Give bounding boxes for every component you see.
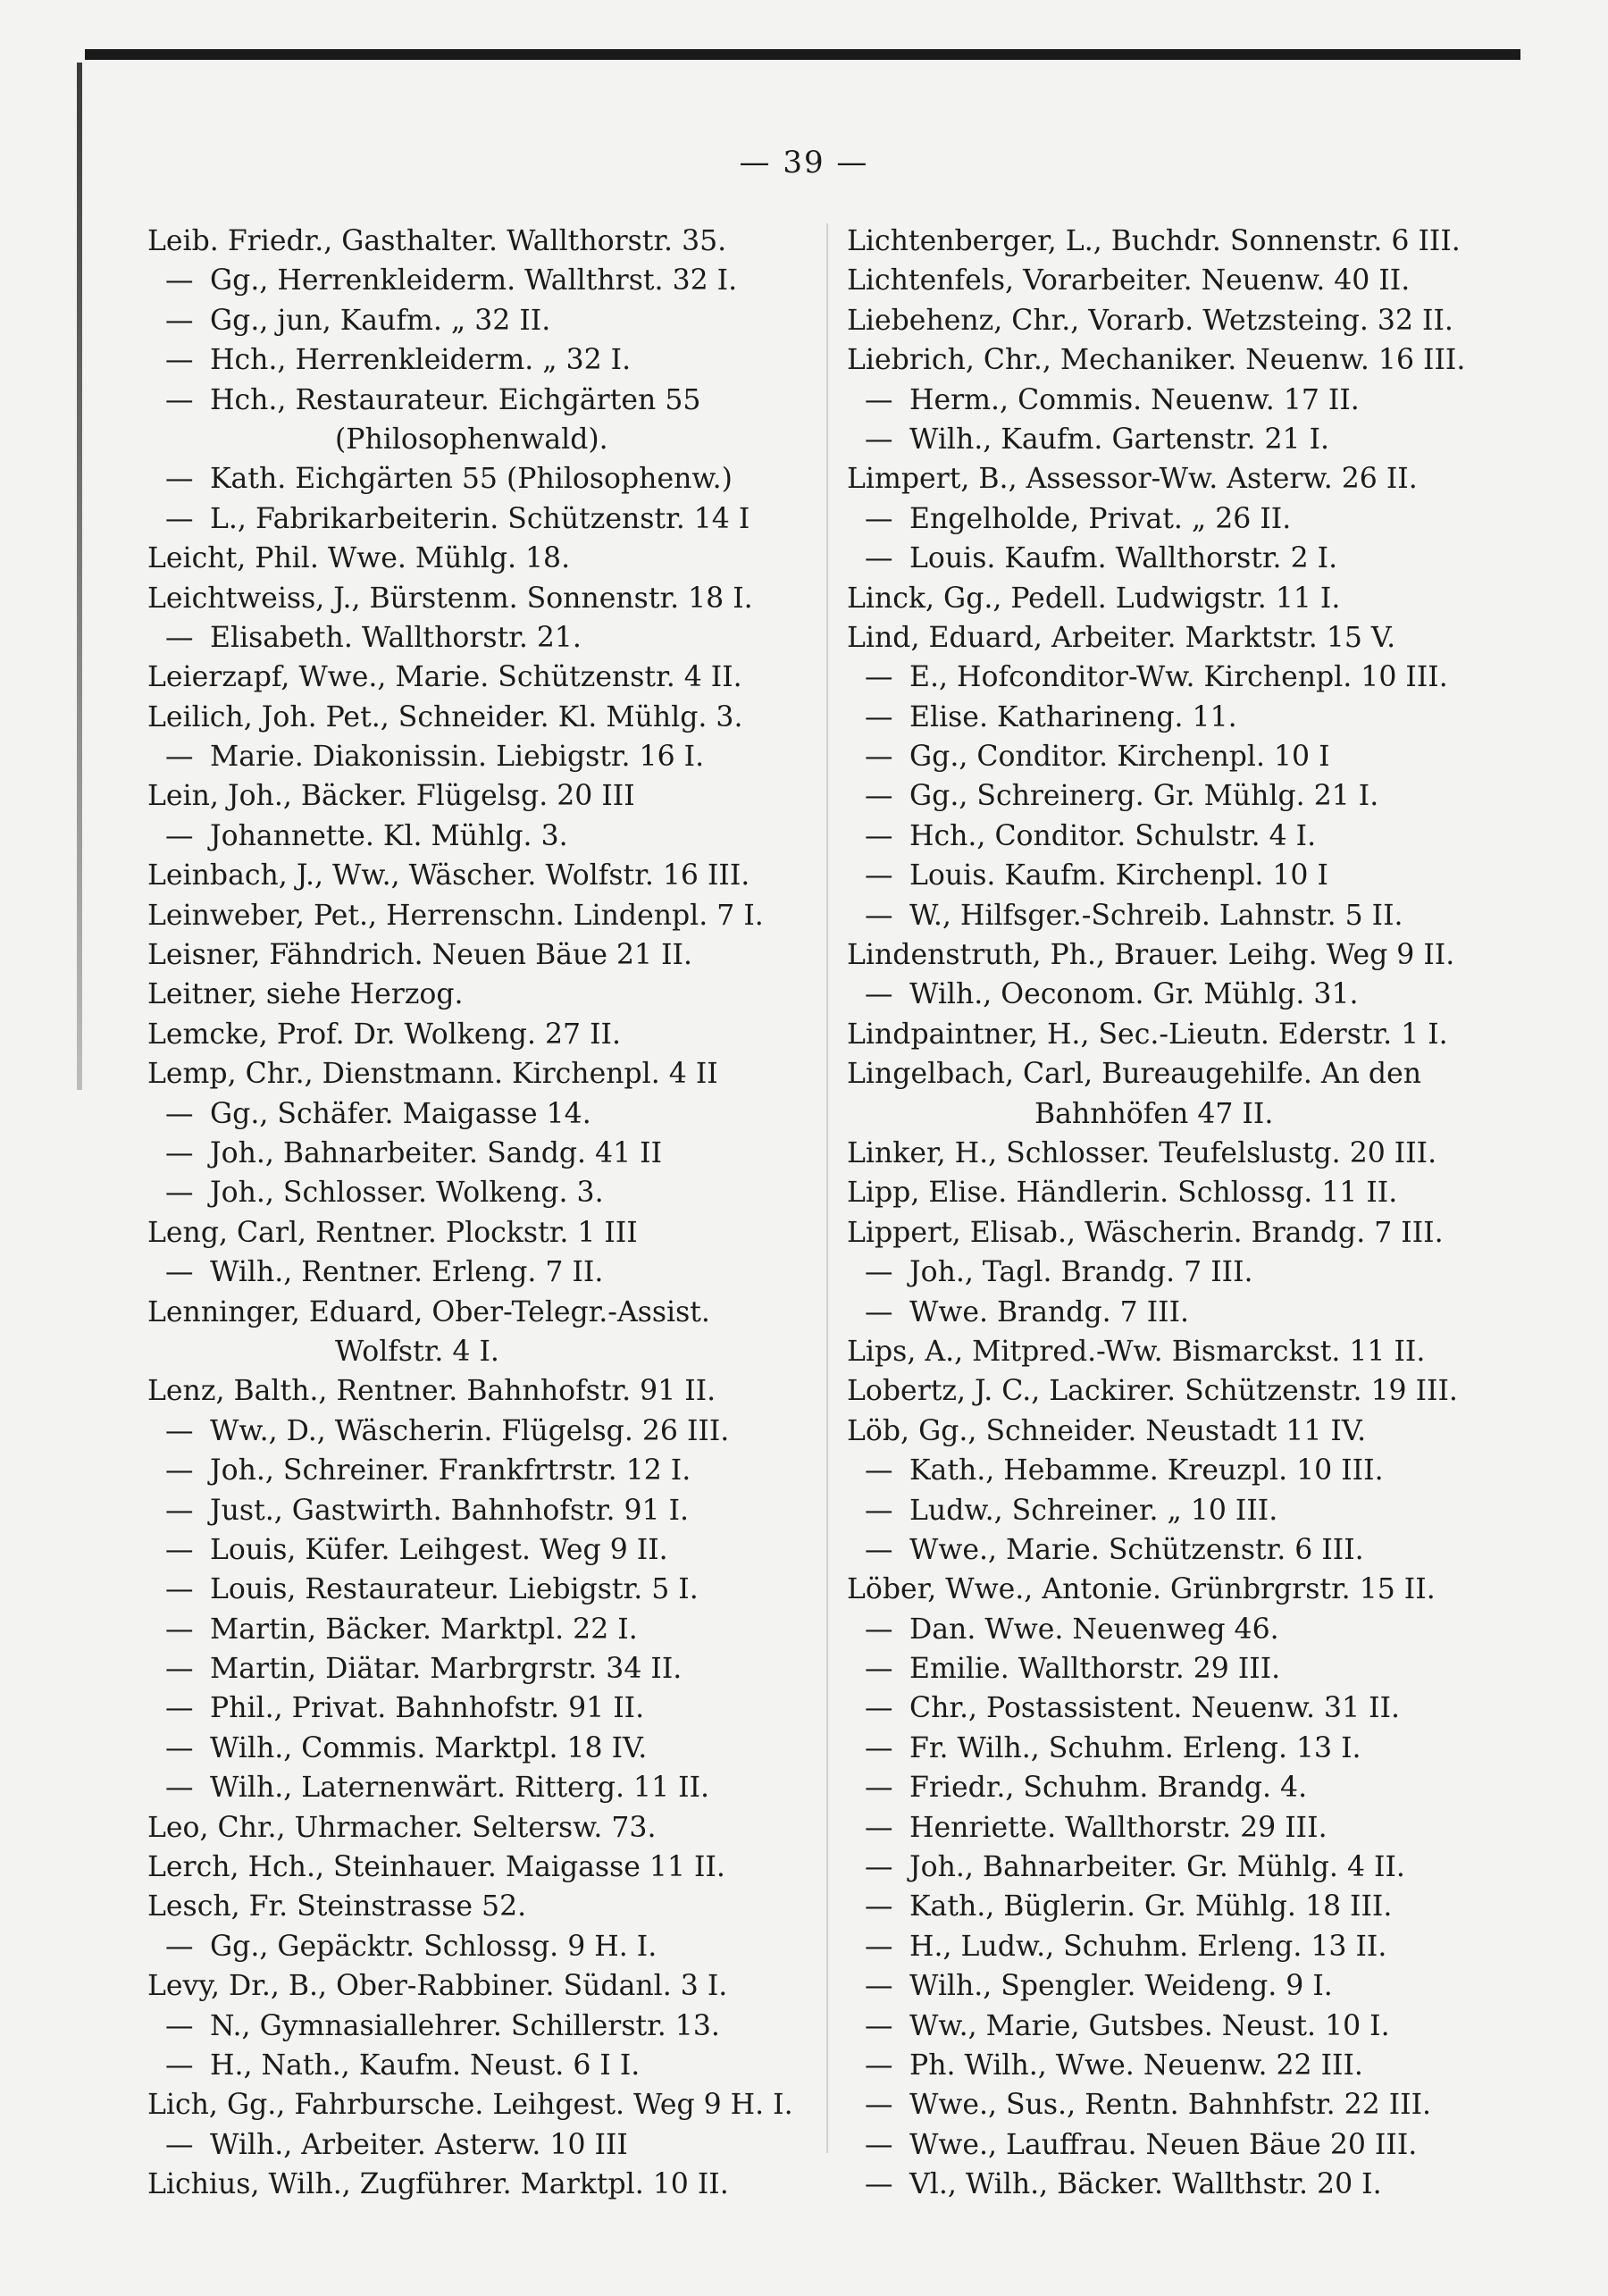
entry-text: Wilh., Kaufm. Gartenstr. 21 I. [909, 423, 1330, 456]
directory-entry [147, 698, 835, 737]
column-divider [826, 223, 828, 2153]
entry-text: Lindenstruth, Ph., Brauer. Leihg. Weg 9 II. [847, 939, 1455, 972]
ditto-dash: — [865, 2128, 893, 2161]
directory-entry [147, 301, 835, 340]
directory-entry [147, 2007, 835, 2046]
directory-entry [847, 1887, 1535, 1926]
directory-entry [847, 975, 1535, 1014]
entry-text: E., Hofconditor-Ww. Kirchenpl. 10 III. [909, 661, 1448, 694]
ditto-dash: — [865, 700, 893, 733]
entry-text: Marie. Diakonissin. Liebigstr. 16 I. [210, 741, 705, 774]
entry-text: Louis. Kaufm. Wallthorstr. 2 I. [909, 542, 1338, 575]
ditto-dash: — [165, 1731, 194, 1764]
entry-text: Löber, Wwe., Antonie. Grünbrgrstr. 15 II. [847, 1573, 1436, 1606]
entry-text: L., Fabrikarbeiterin. Schützenstr. 14 I [210, 502, 750, 535]
entry-text: Leinweber, Pet., Herrenschn. Lindenpl. 7 I. [147, 899, 764, 932]
entry-text: Wilh., Oeconom. Gr. Mühlg. 31. [909, 978, 1359, 1011]
directory-entry [847, 1451, 1535, 1490]
directory-entry [147, 1848, 835, 1887]
entry-text: Martin, Bäcker. Marktpl. 22 I. [210, 1613, 638, 1646]
entry-text: Wwe., Sus., Rentn. Bahnhfstr. 22 III. [909, 2089, 1432, 2122]
directory-entry [847, 459, 1535, 499]
directory-entry [147, 1134, 835, 1173]
ditto-dash: — [865, 1256, 893, 1289]
entry-text: Lichtenberger, L., Buchdr. Sonnenstr. 6 III. [847, 225, 1461, 257]
directory-entry [847, 1729, 1535, 1768]
entry-text: Gg., Conditor. Kirchenpl. 10 I [909, 741, 1330, 774]
directory-entry [147, 381, 835, 420]
entry-text: Hch., Restaurateur. Eichgärten 55 [210, 383, 701, 416]
directory-entry [847, 1332, 1535, 1371]
entry-text: Wwe., Lauffrau. Neuen Bäue 20 III. [909, 2128, 1418, 2161]
entry-text: Leisner, Fähndrich. Neuen Bäue 21 II. [147, 939, 692, 972]
entry-text: Leichtweiss, J., Bürstenm. Sonnenstr. 18 I. [147, 582, 753, 615]
directory-entry [847, 1610, 1535, 1649]
ditto-dash: — [865, 502, 893, 535]
ditto-dash: — [865, 2049, 893, 2082]
ditto-dash: — [865, 780, 893, 813]
directory-entry [147, 1332, 835, 1371]
directory-entry [147, 459, 835, 499]
directory-entry [147, 1729, 835, 1768]
ditto-dash: — [165, 2049, 194, 2082]
entry-text: Leib. Friedr., Gasthalter. Wallthorstr. 35. [147, 225, 727, 257]
directory-entry [847, 817, 1535, 856]
ditto-dash: — [865, 1970, 893, 2003]
directory-entry [847, 737, 1535, 776]
directory-entry [147, 618, 835, 658]
entry-text: Gg., Gepäcktr. Schlossg. 9 H. I. [210, 1930, 657, 1963]
page-number: — 39 — [739, 145, 869, 180]
ditto-dash: — [865, 1454, 893, 1487]
entry-text: Lindpaintner, H., Sec.-Lieutn. Ederstr. 1 I. [847, 1018, 1448, 1051]
entry-text: Friedr., Schuhm. Brandg. 4. [909, 1772, 1308, 1805]
ditto-dash: — [165, 1573, 194, 1606]
directory-entry [847, 2046, 1535, 2085]
ditto-dash: — [165, 502, 194, 535]
directory-entry [147, 658, 835, 697]
directory-entry [147, 776, 835, 816]
ditto-dash: — [165, 344, 194, 377]
directory-entry [847, 1371, 1535, 1411]
entry-text: Wwe., Marie. Schützenstr. 6 III. [909, 1533, 1364, 1566]
ditto-dash: — [865, 1930, 893, 1963]
ditto-dash: — [865, 1772, 893, 1805]
entry-text: Lemp, Chr., Dienstmann. Kirchenpl. 4 II [147, 1058, 718, 1091]
ditto-dash: — [165, 1097, 194, 1130]
directory-entry [147, 340, 835, 380]
entry-text: Hch., Conditor. Schulstr. 4 I. [909, 819, 1317, 852]
directory-entry [147, 2085, 835, 2124]
ditto-dash: — [165, 1494, 194, 1527]
entry-text: Leilich, Joh. Pet., Schneider. Kl. Mühlg. 3. [147, 700, 743, 733]
entry-text: Levy, Dr., B., Ober-Rabbiner. Südanl. 3 I. [147, 1970, 728, 2003]
entry-text: Joh., Bahnarbeiter. Sandg. 41 II [210, 1136, 663, 1169]
directory-entry [147, 896, 835, 935]
directory-entry [147, 935, 835, 975]
entry-text: Gg., Herrenkleiderm. Wallthrst. 32 I. [210, 264, 738, 297]
entry-text: Leng, Carl, Rentner. Plockstr. 1 III [147, 1216, 638, 1249]
ditto-dash: — [865, 1811, 893, 1844]
entry-text: Louis, Küfer. Leihgest. Weg 9 II. [210, 1533, 668, 1566]
directory-entry [847, 2165, 1535, 2204]
ditto-dash: — [865, 899, 893, 932]
entry-text: Phil., Privat. Bahnhofstr. 91 II. [210, 1692, 645, 1725]
directory-entry [147, 1768, 835, 1807]
entry-text: Martin, Diätar. Marbrgrstr. 34 II. [210, 1653, 683, 1686]
ditto-dash: — [865, 661, 893, 694]
ditto-dash: — [165, 2128, 194, 2161]
directory-entry [147, 1649, 835, 1688]
ditto-dash: — [165, 1414, 194, 1447]
entry-text: Vl., Wilh., Bäcker. Wallthstr. 20 I. [909, 2168, 1382, 2201]
entry-text: Fr. Wilh., Schuhm. Erleng. 13 I. [909, 1731, 1361, 1764]
entry-text: Joh., Schreiner. Frankfrtrstr. 12 I. [210, 1454, 691, 1487]
directory-entry [147, 1808, 835, 1848]
entry-text: Wilh., Rentner. Erleng. 7 II. [210, 1256, 604, 1289]
directory-entry [847, 698, 1535, 737]
entry-text: Lerch, Hch., Steinhauer. Maigasse 11 II. [147, 1851, 725, 1884]
directory-entry [147, 1293, 835, 1332]
entry-text: Chr., Postassistent. Neuenw. 31 II. [909, 1692, 1401, 1725]
directory-entry [847, 1688, 1535, 1728]
entry-text: N., Gymnasiallehrer. Schillerstr. 13. [210, 2009, 720, 2042]
directory-entry [147, 261, 835, 300]
ditto-dash: — [865, 859, 893, 892]
directory-entry [847, 1134, 1535, 1173]
directory-entry [847, 499, 1535, 539]
ditto-dash: — [165, 1454, 194, 1487]
ditto-dash: — [865, 1731, 893, 1764]
directory-entry [147, 499, 835, 539]
entry-text: W., Hilfsger.-Schreib. Lahnstr. 5 II. [909, 899, 1403, 932]
ditto-dash: — [865, 423, 893, 456]
entry-text: Ludw., Schreiner. „ 10 III. [909, 1494, 1278, 1527]
entry-text: Lind, Eduard, Arbeiter. Marktstr. 15 V. [847, 621, 1396, 654]
entry-text: Lips, A., Mitpred.-Ww. Bismarckst. 11 II. [847, 1335, 1426, 1368]
entry-text: Liebrich, Chr., Mechaniker. Neuenw. 16 III. [847, 344, 1466, 377]
directory-entry [847, 340, 1535, 380]
entry-text: Wilh., Commis. Marktpl. 18 IV. [210, 1731, 648, 1764]
directory-entry [847, 1530, 1535, 1570]
directory-entry [847, 1015, 1535, 1054]
directory-entry [147, 2165, 835, 2204]
ditto-dash: — [165, 1177, 194, 1210]
directory-entry [847, 2007, 1535, 2046]
directory-entry [147, 539, 835, 578]
directory-entry [847, 301, 1535, 340]
ditto-dash: — [865, 542, 893, 575]
left-column [147, 222, 835, 2205]
entry-text: Leierzapf, Wwe., Marie. Schützenstr. 4 II. [147, 661, 742, 694]
directory-entry [147, 1451, 835, 1490]
directory-entry [147, 737, 835, 776]
directory-entry [147, 1412, 835, 1451]
entry-text: Liebehenz, Chr., Vorarb. Wetzsteing. 32 II. [847, 304, 1453, 337]
directory-entry [147, 2046, 835, 2085]
directory-entry [847, 658, 1535, 697]
directory-entry [847, 1848, 1535, 1887]
directory-entry [147, 975, 835, 1014]
directory-entry [847, 539, 1535, 578]
entry-text: Kath., Hebamme. Kreuzpl. 10 III. [909, 1454, 1384, 1487]
ditto-dash: — [165, 264, 194, 297]
entry-text: Wilh., Laternenwärt. Ritterg. 11 II. [210, 1772, 710, 1805]
directory-entry [847, 381, 1535, 420]
ditto-dash: — [165, 383, 194, 416]
ditto-dash: — [865, 1613, 893, 1646]
ditto-dash: — [165, 1613, 194, 1646]
entry-text: Wwe. Brandg. 7 III. [909, 1295, 1190, 1328]
directory-entry [847, 579, 1535, 618]
ditto-dash: — [865, 1533, 893, 1566]
directory-entry [847, 1570, 1535, 1609]
entry-text: Wilh., Arbeiter. Asterw. 10 III [210, 2128, 628, 2161]
entry-text: Joh., Schlosser. Wolkeng. 3. [210, 1177, 604, 1210]
ditto-dash: — [165, 463, 194, 496]
directory-entry [847, 1213, 1535, 1253]
ditto-dash: — [165, 304, 194, 337]
directory-entry [847, 1054, 1535, 1094]
directory-entry [147, 1688, 835, 1728]
directory-entry [847, 1094, 1535, 1134]
entry-text: Gg., Schreinerg. Gr. Mühlg. 21 I. [909, 780, 1379, 813]
ditto-dash: — [865, 1692, 893, 1725]
entry-text: Lipp, Elise. Händlerin. Schlossg. 11 II. [847, 1177, 1398, 1210]
directory-entry [147, 222, 835, 261]
directory-entry [147, 1094, 835, 1134]
ditto-dash: — [165, 2009, 194, 2042]
directory-entry [147, 1054, 835, 1094]
ditto-dash: — [865, 819, 893, 852]
directory-entry [847, 1412, 1535, 1451]
entry-text: Ww., D., Wäscherin. Flügelsg. 26 III. [210, 1414, 730, 1447]
entry-text: Engelholde, Privat. „ 26 II. [909, 502, 1292, 535]
entry-text: Lichius, Wilh., Zugführer. Marktpl. 10 II. [147, 2168, 729, 2201]
directory-entry [147, 1966, 835, 2006]
entry-text: H., Nath., Kaufm. Neust. 6 I I. [210, 2049, 641, 2082]
directory-entry [847, 1173, 1535, 1212]
directory-entry [147, 1015, 835, 1054]
entry-text: Elise. Katharineng. 11. [909, 700, 1237, 733]
ditto-dash: — [865, 741, 893, 774]
entry-text: Gg., jun, Kaufm. „ 32 II. [210, 304, 551, 337]
ditto-dash: — [165, 1930, 194, 1963]
directory-entry [147, 817, 835, 856]
ditto-dash: — [165, 1136, 194, 1169]
entry-text: Just., Gastwirth. Bahnhofstr. 91 I. [210, 1494, 690, 1527]
ditto-dash: — [865, 978, 893, 1011]
directory-entry [147, 1213, 835, 1253]
right-column [847, 222, 1535, 2205]
entry-text: Hch., Herrenkleiderm. „ 32 I. [210, 344, 632, 377]
directory-entry [147, 1371, 835, 1411]
entry-text: Louis. Kaufm. Kirchenpl. 10 I [909, 859, 1328, 892]
directory-entry [147, 579, 835, 618]
directory-entry [147, 1887, 835, 1926]
entry-text: Ph. Wilh., Wwe. Neuenw. 22 III. [909, 2049, 1363, 2082]
ditto-dash: — [165, 621, 194, 654]
entry-text: Leo, Chr., Uhrmacher. Seltersw. 73. [147, 1811, 657, 1844]
ditto-dash: — [865, 1890, 893, 1923]
ditto-dash: — [165, 1256, 194, 1289]
entry-text: Bahnhöfen 47 II. [1034, 1097, 1274, 1130]
directory-entry [847, 618, 1535, 658]
top-border-rule [85, 49, 1520, 60]
directory-entry [147, 420, 835, 459]
entry-text: Emilie. Wallthorstr. 29 III. [909, 1653, 1281, 1686]
directory-entry [847, 2125, 1535, 2165]
entry-text: Lichtenfels, Vorarbeiter. Neuenw. 40 II. [847, 264, 1411, 297]
entry-text: Lein, Joh., Bäcker. Flügelsg. 20 III [147, 780, 635, 813]
entry-text: Herm., Commis. Neuenw. 17 II. [909, 383, 1360, 416]
entry-text: H., Ludw., Schuhm. Erleng. 13 II. [909, 1930, 1387, 1963]
entry-text: Lingelbach, Carl, Bureaugehilfe. An den [847, 1058, 1422, 1091]
entry-text: Kath. Eichgärten 55 (Philosophenw.) [210, 463, 733, 496]
entry-text: Leitner, siehe Herzog. [147, 978, 464, 1011]
directory-entry [847, 1927, 1535, 1966]
ditto-dash: — [165, 1772, 194, 1805]
directory-entry [847, 1808, 1535, 1848]
directory-entry [147, 856, 835, 895]
left-page-edge [77, 63, 82, 1090]
entry-text: Lenz, Balth., Rentner. Bahnhofstr. 91 II. [147, 1375, 716, 1408]
directory-entry [847, 1966, 1535, 2006]
directory-entry [847, 2085, 1535, 2124]
ditto-dash: — [865, 2009, 893, 2042]
entry-text: Lenninger, Eduard, Ober-Telegr.-Assist. [147, 1295, 710, 1328]
entry-text: Linck, Gg., Pedell. Ludwigstr. 11 I. [847, 582, 1341, 615]
directory-entry [847, 1768, 1535, 1807]
directory-entry [847, 776, 1535, 816]
entry-text: Kath., Büglerin. Gr. Mühlg. 18 III. [909, 1890, 1393, 1923]
entry-text: Linker, H., Schlosser. Teufelslustg. 20 III. [847, 1136, 1437, 1169]
ditto-dash: — [165, 741, 194, 774]
entry-text: Ww., Marie, Gutsbes. Neust. 10 I. [909, 2009, 1390, 2042]
entry-text: (Philosophenwald). [335, 423, 608, 456]
ditto-dash: — [165, 1692, 194, 1725]
ditto-dash: — [865, 2168, 893, 2201]
entry-text: Wolfstr. 4 I. [335, 1335, 499, 1368]
entry-text: Wilh., Spengler. Weideng. 9 I. [909, 1970, 1333, 2003]
directory-entry [847, 1253, 1535, 1292]
entry-text: Lich, Gg., Fahrbursche. Leihgest. Weg 9 H. I. [147, 2089, 793, 2122]
directory-entry [147, 1530, 835, 1570]
directory-entry [847, 420, 1535, 459]
directory-entry [147, 1491, 835, 1530]
entry-text: Elisabeth. Wallthorstr. 21. [210, 621, 582, 654]
entry-text: Lesch, Fr. Steinstrasse 52. [147, 1890, 527, 1923]
ditto-dash: — [165, 819, 194, 852]
entry-text: Johannette. Kl. Mühlg. 3. [210, 819, 568, 852]
directory-entry [847, 261, 1535, 300]
ditto-dash: — [165, 1653, 194, 1686]
directory-entry [847, 222, 1535, 261]
directory-entry [847, 935, 1535, 975]
directory-entry [847, 1491, 1535, 1530]
directory-entry [847, 896, 1535, 935]
directory-entry [147, 1610, 835, 1649]
entry-text: Limpert, B., Assessor-Ww. Asterw. 26 II. [847, 463, 1418, 496]
directory-entry [147, 1253, 835, 1292]
ditto-dash: — [865, 1295, 893, 1328]
entry-text: Joh., Bahnarbeiter. Gr. Mühlg. 4 II. [909, 1851, 1405, 1884]
entry-text: Dan. Wwe. Neuenweg 46. [909, 1613, 1279, 1646]
ditto-dash: — [165, 1533, 194, 1566]
directory-entry [847, 856, 1535, 895]
entry-text: Löb, Gg., Schneider. Neustadt 11 IV. [847, 1414, 1367, 1447]
entry-text: Gg., Schäfer. Maigasse 14. [210, 1097, 591, 1130]
entry-text: Lemcke, Prof. Dr. Wolkeng. 27 II. [147, 1018, 621, 1051]
ditto-dash: — [865, 1851, 893, 1884]
ditto-dash: — [865, 1494, 893, 1527]
entry-text: Joh., Tagl. Brandg. 7 III. [909, 1256, 1253, 1289]
entry-text: Louis, Restaurateur. Liebigstr. 5 I. [210, 1573, 699, 1606]
directory-entry [147, 1927, 835, 1966]
ditto-dash: — [865, 2089, 893, 2122]
directory-entry [147, 2125, 835, 2165]
directory-entry [847, 1649, 1535, 1688]
entry-text: Leicht, Phil. Wwe. Mühlg. 18. [147, 542, 571, 575]
entry-text: Lobertz, J. C., Lackirer. Schützenstr. 19 III. [847, 1375, 1458, 1408]
ditto-dash: — [865, 383, 893, 416]
entry-text: Leinbach, J., Ww., Wäscher. Wolfstr. 16 III. [147, 859, 750, 892]
entry-text: Lippert, Elisab., Wäscherin. Brandg. 7 III. [847, 1216, 1444, 1249]
entry-text: Henriette. Wallthorstr. 29 III. [909, 1811, 1327, 1844]
ditto-dash: — [865, 1653, 893, 1686]
directory-entry [147, 1173, 835, 1212]
directory-entry [847, 1293, 1535, 1332]
directory-entry [147, 1570, 835, 1609]
